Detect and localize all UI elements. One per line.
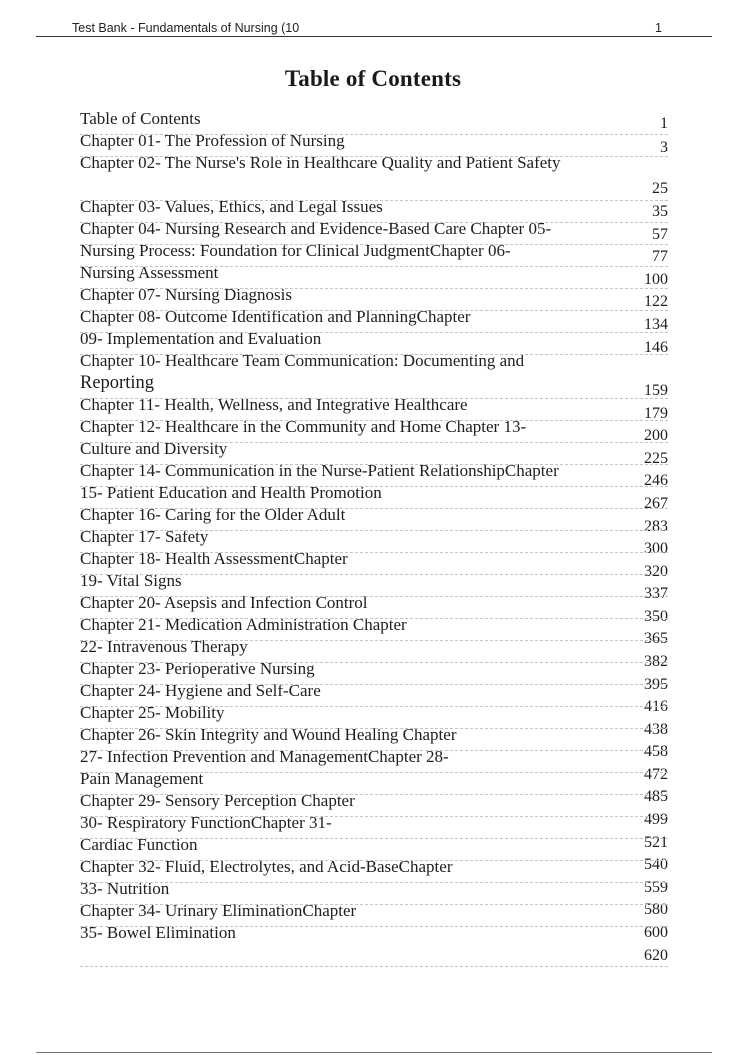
toc-page-number: 382: [644, 653, 668, 670]
leader-line: [80, 266, 668, 267]
leader-line: [80, 794, 668, 795]
toc-line: Nursing Assessment: [80, 263, 219, 282]
toc-page-number: 337: [644, 585, 668, 602]
toc-line: 22- Intravenous Therapy: [80, 637, 248, 656]
toc-line: Chapter 18- Health AssessmentChapter: [80, 549, 348, 568]
toc-page-number: 600: [644, 924, 668, 941]
toc-line: Chapter 17- Safety: [80, 527, 209, 546]
footer-rule: [36, 1052, 712, 1053]
leader-line: [80, 288, 668, 289]
toc-line: 33- Nutrition: [80, 879, 170, 898]
leader-line: [80, 222, 668, 223]
toc-line: 09- Implementation and Evaluation: [80, 329, 322, 348]
toc-line: Chapter 01- The Profession of Nursing: [80, 131, 345, 150]
leader-line: [80, 332, 668, 333]
toc-line: Chapter 10- Healthcare Team Communication: Documenting and: [80, 351, 525, 370]
toc-page-numbers: [600, 0, 668, 1055]
leader-line: [80, 882, 668, 883]
leader-line: [80, 684, 668, 685]
toc-page-number: 438: [644, 721, 668, 738]
toc-line: Chapter 21- Medication Administration Chapter: [80, 615, 407, 634]
toc-page-number: 540: [644, 856, 668, 873]
leader-line: [80, 354, 668, 355]
leader-line: [80, 398, 668, 399]
toc-line: Chapter 26- Skin Integrity and Wound Healing Chapter: [80, 725, 457, 744]
toc-page-number: 580: [644, 901, 668, 918]
toc-line: Chapter 02- The Nurse's Role in Healthcare Quality and Patient Safety: [80, 153, 561, 172]
toc-line: 30- Respiratory FunctionChapter 31-: [80, 813, 332, 832]
toc-line: Chapter 12- Healthcare in the Community and Home Chapter 13-: [80, 417, 527, 436]
toc-page-number: 3: [660, 139, 668, 156]
leader-line: [80, 464, 668, 465]
leader-line: [80, 860, 668, 861]
toc-page-number: 472: [644, 766, 668, 783]
toc-page-number: 100: [644, 271, 668, 288]
toc-line: Nursing Process: Foundation for Clinical JudgmentChapter 06-: [80, 241, 511, 260]
toc-page-number: 246: [644, 472, 668, 489]
toc-page-number: 225: [644, 450, 668, 467]
leader-line: [80, 618, 668, 619]
toc-page-number: 134: [644, 316, 668, 333]
leader-line: [80, 134, 668, 135]
leader-line: [80, 750, 668, 751]
toc-page-number: 159: [644, 382, 668, 399]
toc-page-number: 122: [644, 293, 668, 310]
toc-line: Cardiac Function: [80, 835, 198, 854]
toc-line: Chapter 25- Mobility: [80, 703, 225, 722]
toc-page-number: 35: [652, 203, 668, 220]
toc-line: Chapter 08- Outcome Identification and PlanningChapter: [80, 307, 471, 326]
toc-page-number: 179: [644, 405, 668, 422]
toc-line: Chapter 24- Hygiene and Self-Care: [80, 681, 321, 700]
toc-line: Reporting: [80, 373, 154, 393]
leader-line: [80, 574, 668, 575]
leader-line: [80, 838, 668, 839]
toc-line: Chapter 20- Asepsis and Infection Control: [80, 593, 368, 612]
leader-line: [80, 816, 668, 817]
leader-line: [80, 156, 668, 157]
toc-line: Chapter 03- Values, Ethics, and Legal Issues: [80, 197, 383, 216]
leader-line: [80, 728, 668, 729]
leader-line: [80, 966, 668, 967]
leader-line: [80, 486, 668, 487]
toc-line: Chapter 34- Urinary EliminationChapter: [80, 901, 357, 920]
toc-page-number: 200: [644, 427, 668, 444]
toc-page-number: 620: [644, 947, 668, 964]
toc-line: Table of Contents: [80, 109, 201, 128]
toc-line: Chapter 16- Caring for the Older Adult: [80, 505, 346, 524]
toc-page-number: 146: [644, 339, 668, 356]
header-page-number: 1: [655, 21, 662, 35]
toc-page-number: 559: [644, 879, 668, 896]
toc-line: Chapter 11- Health, Wellness, and Integrative Healthcare: [80, 395, 468, 414]
header-title: Test Bank - Fundamentals of Nursing (10: [72, 21, 300, 35]
leader-line: [80, 904, 668, 905]
toc-page-number: 267: [644, 495, 668, 512]
toc-heading: Table of Contents: [284, 66, 462, 91]
toc-page-number: 416: [644, 698, 668, 715]
toc-page-number: 57: [652, 226, 668, 243]
leader-line: [80, 530, 668, 531]
leader-line: [80, 420, 668, 421]
toc-line: Chapter 32- Fluid, Electrolytes, and Acid-BaseChapter: [80, 857, 453, 876]
toc-page-number: 499: [644, 811, 668, 828]
leader-line: [80, 662, 668, 663]
leader-line: [80, 310, 668, 311]
leader-line: [80, 596, 668, 597]
toc-page-number: 458: [644, 743, 668, 760]
toc-page-number: 485: [644, 788, 668, 805]
toc-page-number: 521: [644, 834, 668, 851]
toc-line: 27- Infection Prevention and ManagementChapter 28-: [80, 747, 449, 766]
toc-page-number: 350: [644, 608, 668, 625]
toc-line: 35- Bowel Elimination: [80, 923, 236, 942]
toc-line: 15- Patient Education and Health Promotion: [80, 483, 382, 502]
toc-page-number: 300: [644, 540, 668, 557]
leader-line: [80, 706, 668, 707]
leader-line: [80, 552, 668, 553]
leader-line: [80, 926, 668, 927]
toc-line: Chapter 07- Nursing Diagnosis: [80, 285, 293, 304]
toc-page-number: 25: [652, 180, 668, 197]
leader-line: [80, 442, 668, 443]
toc-line: Chapter 04- Nursing Research and Evidence-Based Care Chapter 05-: [80, 219, 552, 238]
toc-page-number: 365: [644, 630, 668, 647]
leader-line: [80, 640, 668, 641]
leader-line: [80, 244, 668, 245]
toc-line: Culture and Diversity: [80, 439, 228, 458]
toc-line: Pain Management: [80, 769, 204, 788]
toc-page-number: 77: [652, 248, 668, 265]
leader-line: [80, 200, 668, 201]
toc-line: [80, 174, 620, 196]
toc-line: Chapter 23- Perioperative Nursing: [80, 659, 315, 678]
toc-page-number: 320: [644, 563, 668, 580]
leader-line: [80, 772, 668, 773]
toc-entry-text: [80, 108, 620, 944]
toc-page-number: 283: [644, 518, 668, 535]
toc-page-number: 1: [660, 115, 668, 132]
toc-line: 19- Vital Signs: [80, 571, 182, 590]
toc-page-number: 395: [644, 676, 668, 693]
toc-line: Chapter 29- Sensory Perception Chapter: [80, 791, 355, 810]
toc-line: Chapter 14- Communication in the Nurse-Patient RelationshipChapter: [80, 461, 559, 480]
leader-line: [80, 508, 668, 509]
